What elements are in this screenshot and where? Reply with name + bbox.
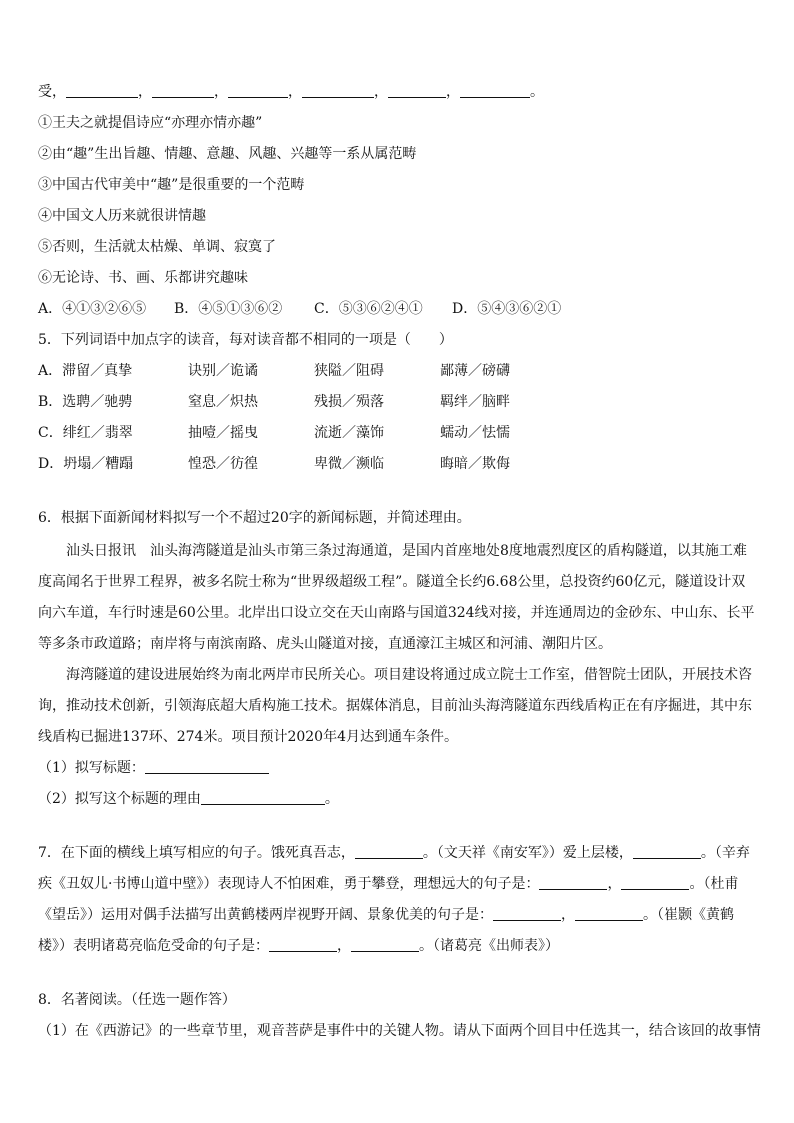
q4-item-1: ①王夫之就提倡诗应“亦理亦情亦趣” [38,115,263,131]
answer-blank[interactable] [621,875,689,890]
material-line: 海湾隧道的建设进展始终为南北两岸市民所关心。项目建设将通过成立院士工作室，借智院士团队，开展技术咨 [38,667,752,683]
title-answer-blank[interactable] [145,759,269,774]
option-d[interactable]: D．⑤④③⑥②① [452,301,562,317]
q6-stem: 6．根据下面新闻材料拟写一个不超过20字的新闻标题，并简述理由。 [38,510,471,526]
material-line: 度高闻名于世界工程界，被多名院士称为“世界级超级工程”。隧道全长约6.68公里，总投资约60亿元，隧道设计双 [38,574,746,590]
material-line: 等多条市政道路；南岸将与南滨南路、虎头山隧道对接，直通濠江主城区和河浦、潮阳片区。 [38,636,612,652]
material-line: 询，推动技术创新，引领海底超大盾构施工技术。据媒体消息，目前汕头海湾隧道东西线盾构正在有序掘进，其中东 [38,698,752,714]
material-line: 汕头日报讯 汕头海湾隧道是汕头市第三条过海通道，是国内首座地处8度地震烈度区的盾构隧道，以其施工难 [38,543,747,559]
q7-line-2: 疾《丑奴儿·书博山道中壁》）表现诗人不怕困难，勇于攀登，理想远大的句子是： ， 。（杜甫 [38,876,739,892]
q7-line-4: 楼》）表明诸葛亮临危受命的句子是： ， 。（诸葛亮《出师表》） [38,938,559,954]
q4-item-5: ⑤否则，生活就太枯燥、单调、寂寞了 [38,239,276,255]
answer-blank[interactable] [152,83,214,98]
q8-stem: 8．名著阅读。（任选一题作答） [38,992,236,1008]
answer-blank[interactable] [493,906,561,921]
answer-blank[interactable] [388,83,446,98]
answer-blank[interactable] [539,875,607,890]
q7-line-1: 7．在下面的横线上填写相应的句子。饿死真吾志， 。（文天祥《南安军》）爱上层楼， 。（辛弃 [38,845,750,861]
answer-blank[interactable] [351,937,419,952]
answer-blank[interactable] [355,844,423,859]
q5-stem: 5．下列词语中加点字的读音，每对读音都不相同的一项是（ ） [38,332,453,348]
answer-blank[interactable] [633,844,701,859]
q4-blanks-line: 受， ， ， ， ， ， 。 [38,84,544,100]
q4-item-4: ④中国文人历来就很讲情趣 [38,208,206,224]
q6-sub2: （2）拟写这个标题的理由 。 [38,791,339,807]
q8-sub1: （1）在《西游记》的一些章节里，观音菩萨是事件中的关键人物。请从下面两个回目中任选其一，结合该回的故事情 [38,1023,761,1039]
answer-blank[interactable] [575,906,643,921]
option-a[interactable]: A．④①③②⑥⑤ [38,301,147,317]
answer-blank[interactable] [302,83,374,98]
q4-item-2: ②由“趣”生出旨趣、情趣、意趣、风趣、兴趣等一系从属范畴 [38,146,417,162]
answer-blank[interactable] [228,83,288,98]
reason-answer-blank[interactable] [201,790,325,805]
answer-blank[interactable] [66,83,138,98]
q4-item-3: ③中国古代审美中“趣”是很重要的一个范畴 [38,177,305,193]
q7-line-3: 《望岳》）运用对偶手法描写出黄鹤楼两岸视野开阔、景象优美的句子是： ， 。（崔颢《黄鹤 [38,907,734,923]
q6-sub1: （1）拟写标题： [38,758,269,778]
q4-item-6: ⑥无论诗、书、画、乐都讲究趣味 [38,270,248,286]
q6-news-material [38,536,762,753]
answer-blank[interactable] [269,937,337,952]
answer-blank[interactable] [460,83,530,98]
material-line: 线盾构已掘进137环、274米。项目预计2020年4月达到通车条件。 [38,729,458,745]
option-c[interactable]: C．⑤③⑥②④① [314,301,423,317]
option-b[interactable]: B．④⑤①③⑥② [174,301,283,317]
material-line: 向六车道，车行时速是60公里。北岸出口设立交在天山南路与国道324线对接，并连通周边的金砂东、中山东、长平 [38,605,755,621]
